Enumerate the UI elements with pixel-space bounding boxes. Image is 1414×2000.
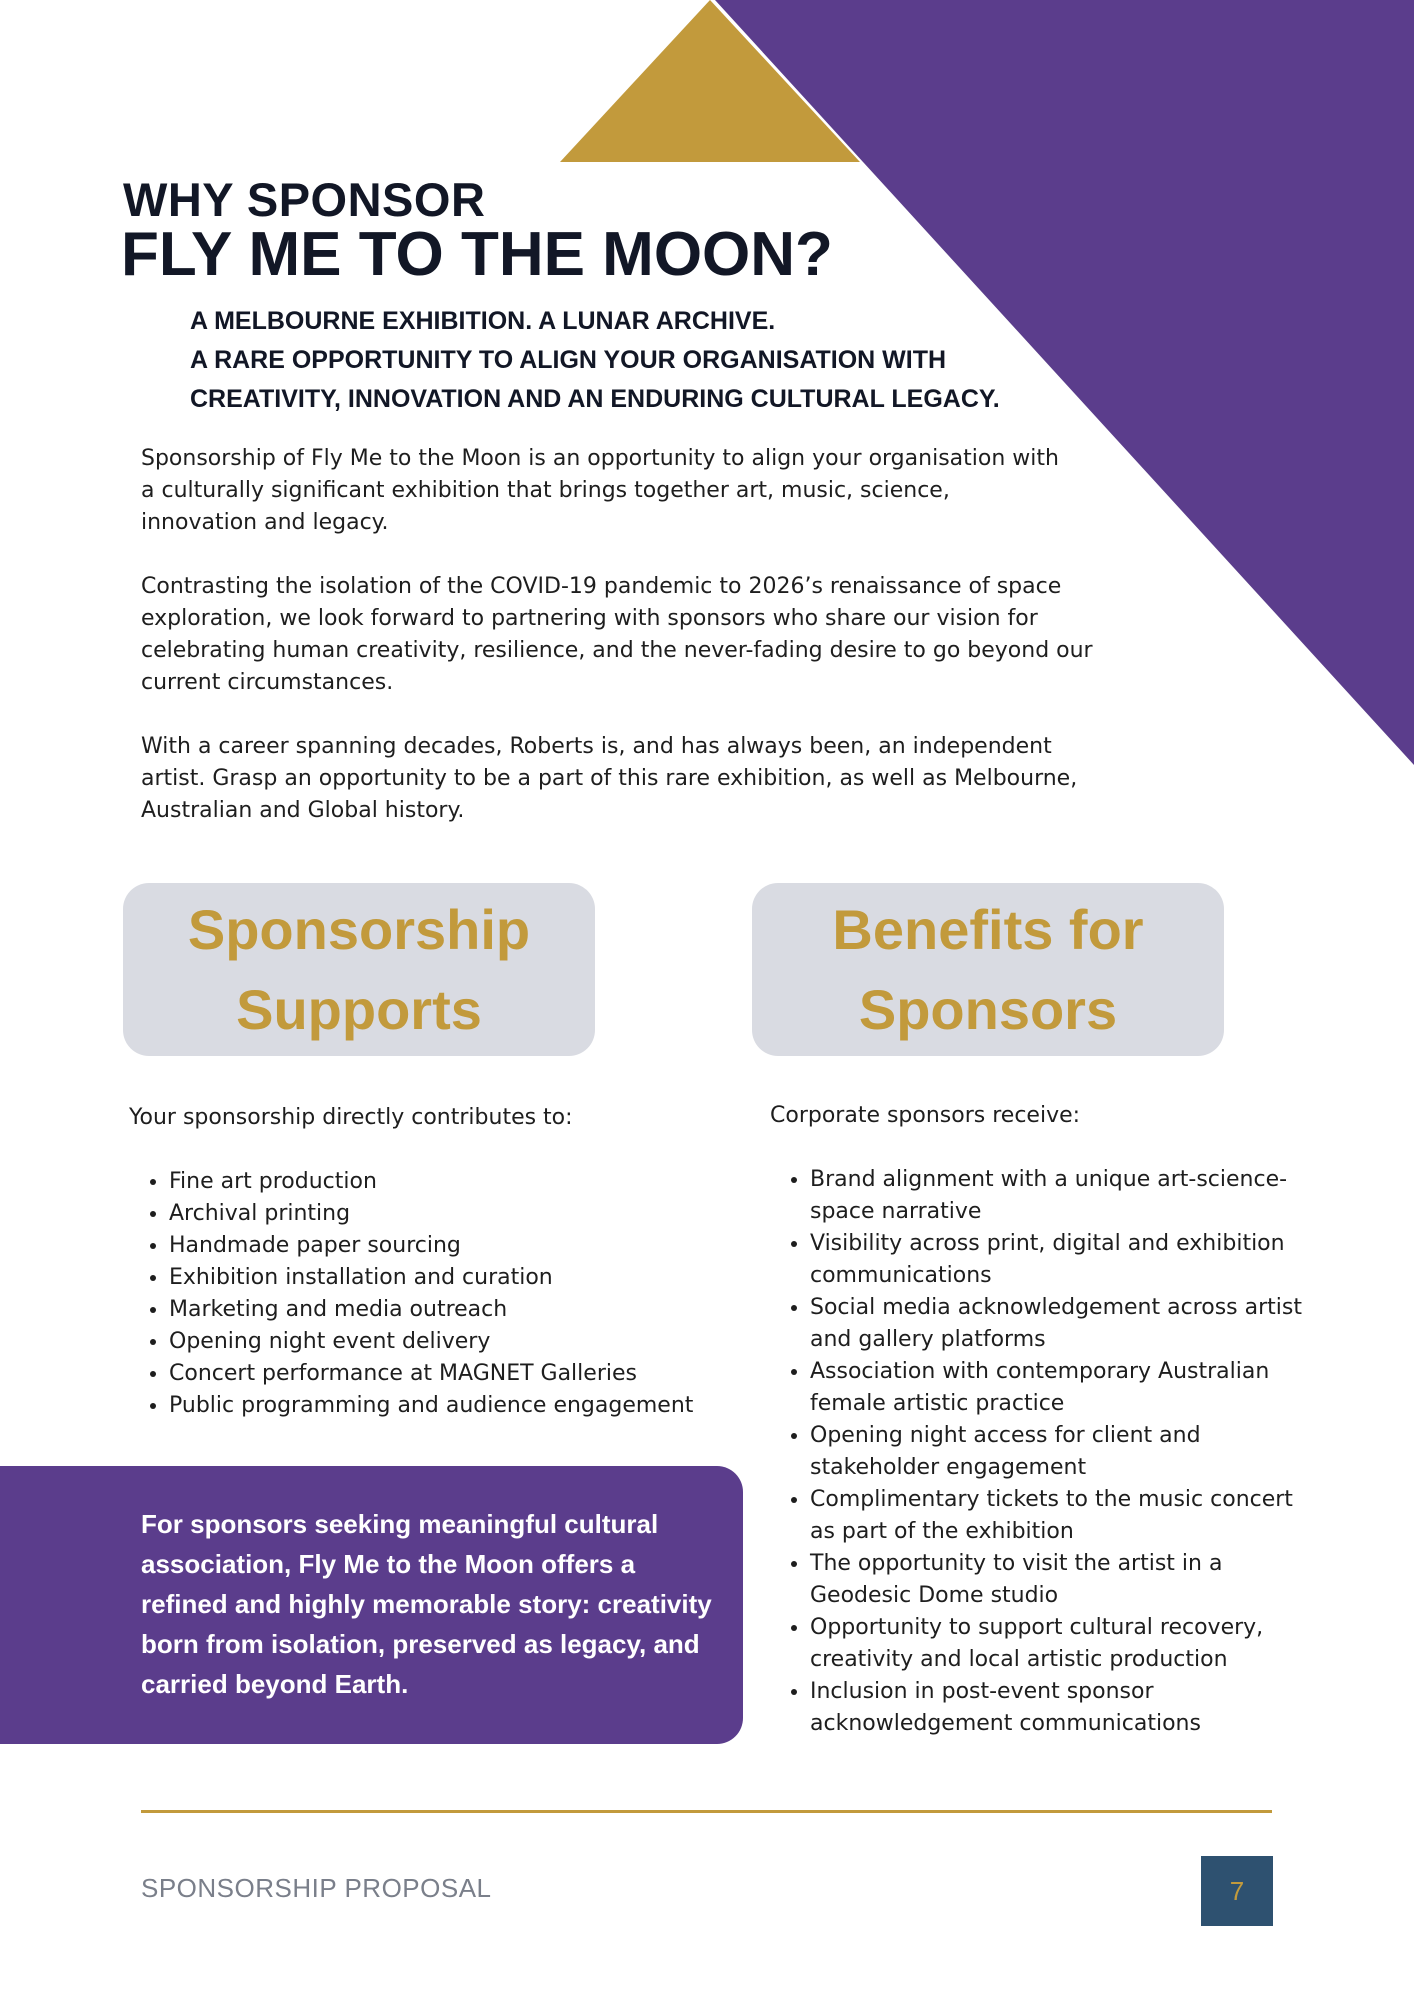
eyebrow-heading: WHY SPONSOR xyxy=(123,173,486,226)
list-item: • Inclusion in post-event sponsor acknowledgement communications xyxy=(810,1676,1320,1740)
section-heading-line: Sponsors xyxy=(858,977,1118,1041)
section-heading-line: Supports xyxy=(236,977,482,1041)
page-title: FLY ME TO THE MOON? xyxy=(121,220,833,289)
list-item: • Marketing and media outreach xyxy=(169,1294,729,1326)
supports-column xyxy=(129,1102,729,1422)
list-item: • Fine art production xyxy=(169,1166,729,1198)
list-item: • Concert performance at MAGNET Galleries xyxy=(169,1358,729,1390)
tagline-line: CREATIVITY, INNOVATION AND AN ENDURING CULTURAL LEGACY. xyxy=(190,385,1000,413)
intro-paragraph: Sponsorship of Fly Me to the Moon is an opportunity to align your organisation with a culturally significant exhibition that brings together art, music, science, innovation and legacy. xyxy=(141,446,1059,535)
benefits-heading-box xyxy=(752,883,1224,1056)
list-item: • The opportunity to visit the artist in a Geodesic Dome studio xyxy=(810,1548,1320,1612)
benefits-column xyxy=(770,1100,1320,1740)
list-item: • Opening night access for client and stakeholder engagement xyxy=(810,1420,1320,1484)
page-number-badge: 7 xyxy=(1201,1856,1273,1926)
intro-text xyxy=(141,443,1101,859)
benefits-list xyxy=(770,1164,1320,1740)
intro-paragraph: With a career spanning decades, Roberts is, and has always been, an independent artist. Grasp an opportunity to be a part of this rare exhibition, as well as Melbourne, Australian and Global history. xyxy=(141,734,1078,823)
footer-divider xyxy=(141,1810,1272,1813)
callout-text: For sponsors seeking meaningful cultural association, Fly Me to the Moon offers a refined and highly memorable story: creativity born from isolation, preserved as legacy, and carried beyond Earth. xyxy=(141,1509,712,1699)
supports-list xyxy=(129,1166,729,1422)
list-item: • Opportunity to support cultural recovery, creativity and local artistic production xyxy=(810,1612,1320,1676)
benefits-lead: Corporate sponsors receive: xyxy=(770,1103,1081,1128)
intro-paragraph: Contrasting the isolation of the COVID-19 pandemic to 2026’s renaissance of space exploration, we look forward to partnering with sponsors who share our vision for celebrating human creativity, resilience, and the never-fading desire to go beyond our current circumstances. xyxy=(141,574,1093,695)
list-item: • Opening night event delivery xyxy=(169,1326,729,1358)
section-heading-line: Benefits for xyxy=(832,897,1144,961)
list-item: • Social media acknowledgement across artist and gallery platforms xyxy=(810,1292,1320,1356)
list-item: • Archival printing xyxy=(169,1198,729,1230)
tagline-line: A MELBOURNE EXHIBITION. A LUNAR ARCHIVE. xyxy=(190,307,776,335)
list-item: • Complimentary tickets to the music concert as part of the exhibition xyxy=(810,1484,1320,1548)
list-item: • Handmade paper sourcing xyxy=(169,1230,729,1262)
list-item: • Association with contemporary Australian female artistic practice xyxy=(810,1356,1320,1420)
list-item: • Brand alignment with a unique art-science-space narrative xyxy=(810,1164,1320,1228)
list-item: • Public programming and audience engagement xyxy=(169,1390,729,1422)
tagline-line: A RARE OPPORTUNITY TO ALIGN YOUR ORGANISATION WITH xyxy=(190,346,947,374)
tagline xyxy=(190,302,1090,419)
footer-label: SPONSORSHIP PROPOSAL xyxy=(141,1873,492,1903)
callout-box xyxy=(0,1466,743,1744)
sponsorship-supports-heading-box xyxy=(123,883,595,1056)
list-item: • Exhibition installation and curation xyxy=(169,1262,729,1294)
section-heading-line: Sponsorship xyxy=(187,897,531,961)
supports-lead: Your sponsorship directly contributes to: xyxy=(129,1105,573,1130)
list-item: • Visibility across print, digital and exhibition communications xyxy=(810,1228,1320,1292)
